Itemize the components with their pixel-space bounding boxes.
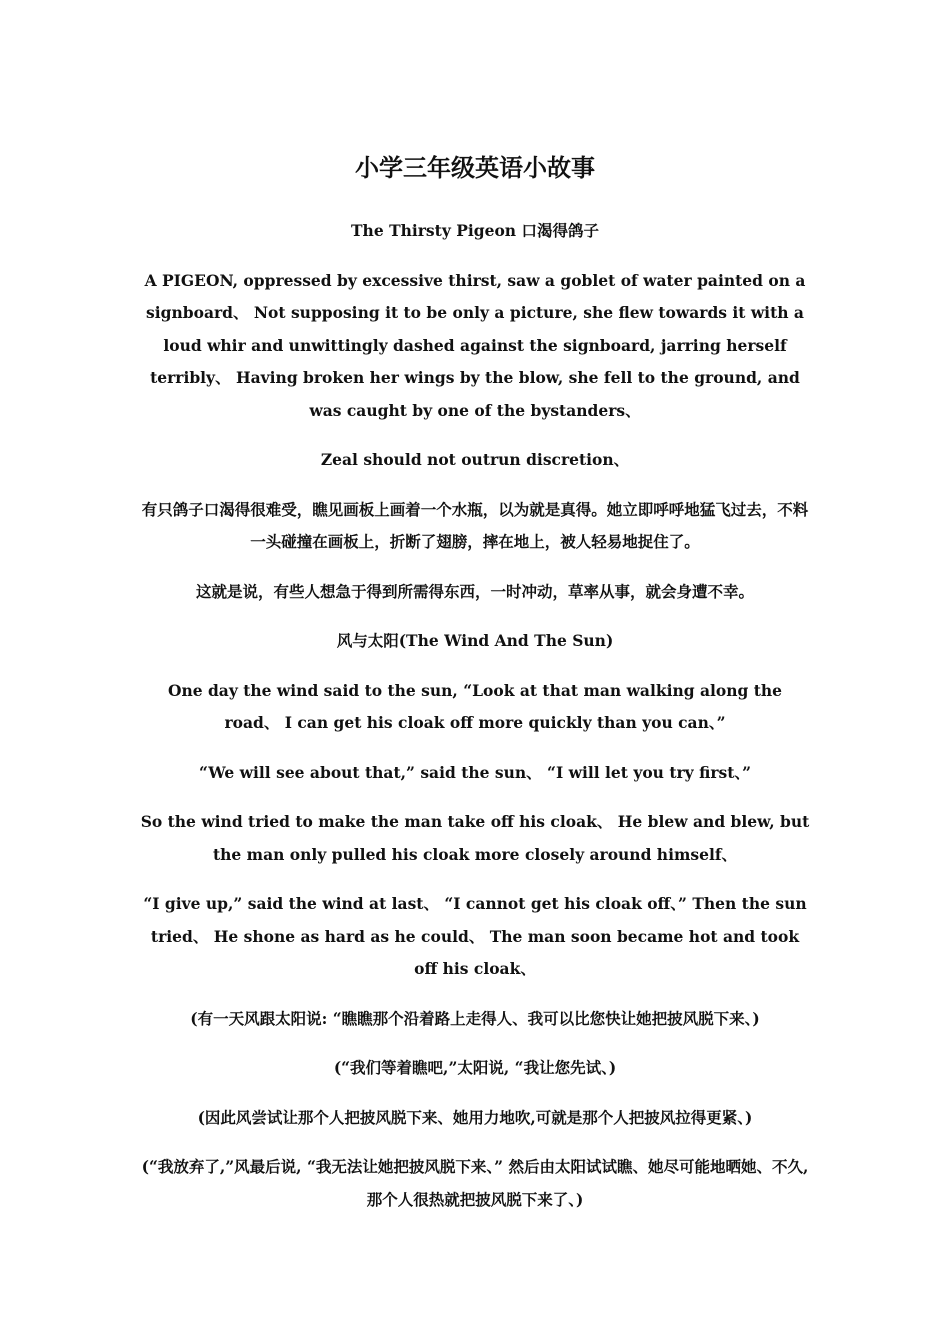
story-1-chinese-text: 有只鸽子口渴得很难受，瞧见画板上画着一个水瓶，以为就是真得。她立即呼呼地猛飞过去，不料一头碰撞在画板上，折断了翅膀，摔在地上，被人轻易地捉住了。 [141, 499, 809, 551]
story-2-paragraph: “We will see about that,” said the sun、 “I will let you try first、” [198, 762, 752, 782]
story-1-english-text: A PIGEON, oppressed by excessive thirst, saw a goblet of water painted on a signboard、 Not supposing it to be only a picture, she flew towards it with a loud whir and unwittingly dashed against the signboard, jarring herself terribly、 Having broken her wings by the blow, she fell to the ground, and was caught by one of the bystanders、 [144, 270, 806, 420]
story-2-translation: (“我们等着瞧吧,”太阳说, “我让您先试、) [333, 1058, 617, 1077]
story-2-paragraph: So the wind tried to make the man take off his cloak、 He blew and blew, but the man only pulled his cloak more closely around himself、 [140, 812, 810, 864]
story-1-heading: The Thirsty Pigeon 口渴得鸽子 [351, 221, 599, 240]
story-2-translation: (“我放弃了,”风最后说, “我无法让她把披风脱下来、” 然后由太阳试试瞧、她尽可能地晒她、不久,那个人很热就把披风脱下来了、) [141, 1157, 809, 1209]
story-2-translation: (有一天风跟太阳说: “瞧瞧那个沿着路上走得人、我可以比您快让她把披风脱下来、) [190, 1008, 760, 1028]
story-2-translation: (因此风尝试让那个人把披风脱下来、她用力地吹,可就是那个人把披风拉得更紧、) [197, 1107, 753, 1127]
story-2-paragraph: One day the wind said to the sun, “Look at that man walking along the road、 I can get his cloak off more quickly than you can、” [167, 680, 783, 732]
story-2-heading: 风与太阳(The Wind And The Sun) [336, 631, 614, 650]
story-2-paragraph: “I give up,” said the wind at last、 “I cannot get his cloak off、” Then the sun tried、 He shone as hard as he could、 The man soon became hot and took off his cloak、 [143, 894, 807, 978]
story-1-moral: Zeal should not outrun discretion、 [320, 450, 630, 469]
story-1-chinese-moral: 这就是说，有些人想急于得到所需得东西，一时冲动，草率从事，就会身遭不幸。 [195, 581, 754, 601]
document-title: 小学三年级英语小故事 [355, 153, 595, 182]
